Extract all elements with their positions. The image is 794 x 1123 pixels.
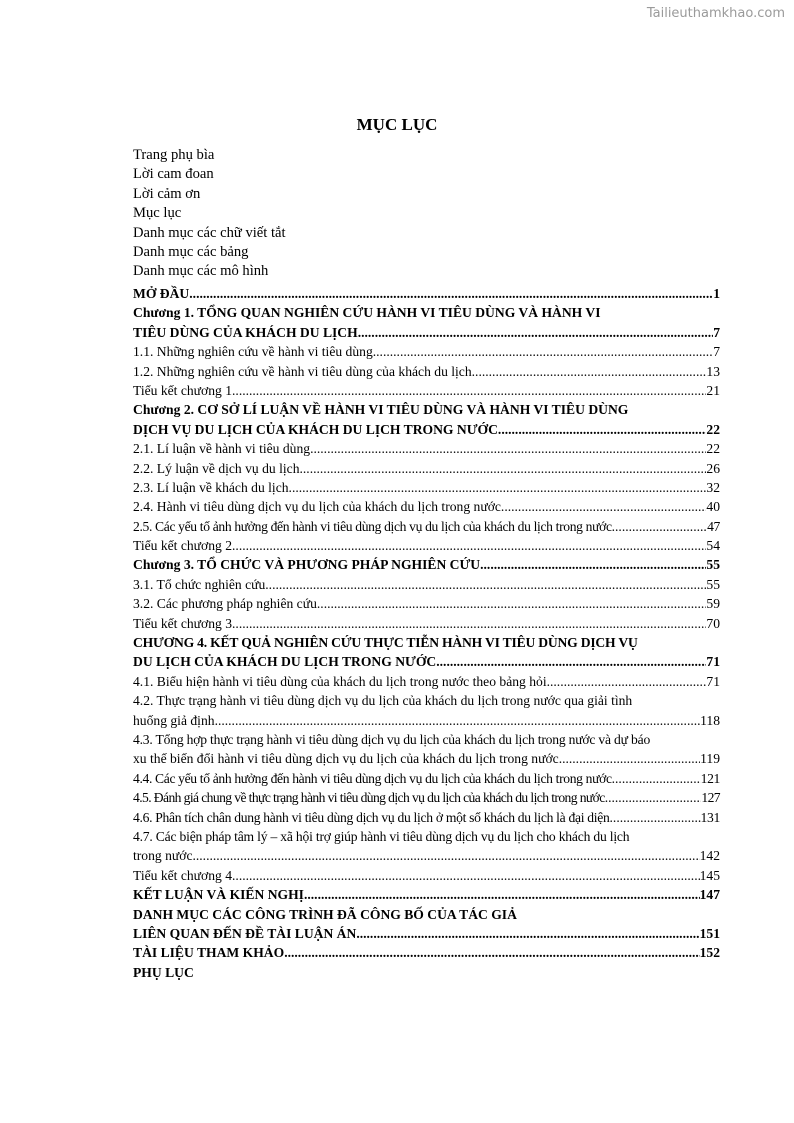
toc-leader bbox=[373, 342, 713, 361]
toc-leader bbox=[232, 381, 706, 400]
toc-leader bbox=[356, 924, 699, 943]
toc-entry-title: 1.1. Những nghiên cứu về hành vi tiêu dùng bbox=[133, 344, 373, 360]
toc-leader bbox=[612, 517, 707, 536]
toc-entry-title: 2.5. Các yếu tố ảnh hưởng đến hành vi tiêu dùng dịch vụ du lịch của khách du lịch trong nước bbox=[133, 518, 612, 534]
toc-section-4-5 bbox=[133, 788, 720, 807]
toc-section-4-1 bbox=[133, 672, 720, 691]
table-of-contents bbox=[133, 284, 720, 982]
toc-leader bbox=[232, 536, 706, 555]
toc-section-3-2 bbox=[133, 594, 720, 613]
toc-entry-title: MỞ ĐẦU bbox=[133, 286, 190, 301]
toc-leader bbox=[192, 846, 699, 865]
toc-entry-title: KẾT LUẬN VÀ KIẾN NGHỊ bbox=[133, 887, 304, 903]
toc-page-number: 119 bbox=[700, 751, 720, 767]
toc-leader bbox=[610, 808, 701, 827]
toc-page-number: 147 bbox=[699, 887, 720, 903]
toc-page-number: 21 bbox=[706, 382, 720, 398]
toc-page-number: 55 bbox=[706, 576, 720, 592]
toc-page-number: 55 bbox=[706, 557, 720, 573]
toc-page-number: 131 bbox=[700, 809, 720, 825]
toc-section-4-7-line1: 4.7. Các biện pháp tâm lý – xã hội trợ giúp hành vi tiêu dùng dịch vụ du lịch cho khách du lịch bbox=[133, 828, 630, 844]
toc-chapter-2-line1: Chương 2. CƠ SỞ LÍ LUẬN VỀ HÀNH VI TIÊU DÙNG VÀ HÀNH VI TIÊU DÙNG bbox=[133, 402, 629, 418]
toc-chapter-2 bbox=[133, 420, 720, 439]
toc-page-number: 32 bbox=[706, 479, 720, 495]
toc-leader bbox=[310, 439, 706, 458]
toc-chapter-4 bbox=[133, 652, 720, 671]
toc-entry-title: DU LỊCH CỦA KHÁCH DU LỊCH TRONG NƯỚC bbox=[133, 654, 437, 670]
toc-entry-title: LIÊN QUAN ĐẾN ĐỀ TÀI LUẬN ÁN bbox=[133, 925, 357, 941]
toc-page-number: 121 bbox=[700, 770, 720, 786]
toc-leader bbox=[358, 323, 714, 342]
toc-entry-title: TÀI LIỆU THAM KHẢO bbox=[133, 945, 285, 961]
toc-section-2-1 bbox=[133, 439, 720, 458]
toc-leader bbox=[300, 459, 707, 478]
toc-leader bbox=[317, 594, 707, 613]
toc-section-4-3-line1: 4.3. Tổng hợp thực trạng hành vi tiêu dùng dịch vụ du lịch của khách du lịch trong nước và dự báo bbox=[133, 731, 651, 747]
toc-entry-title: 4.1. Biểu hiện hành vi tiêu dùng của khách du lịch trong nước theo bảng hỏi bbox=[133, 673, 547, 689]
toc-page-number: 40 bbox=[706, 499, 720, 515]
toc-leader bbox=[284, 943, 699, 962]
toc-section-2-5 bbox=[133, 517, 720, 536]
toc-leader bbox=[605, 788, 702, 807]
toc-page-number: 145 bbox=[699, 867, 720, 883]
toc-references bbox=[133, 943, 720, 962]
toc-leader bbox=[232, 614, 706, 633]
front-matter-list bbox=[133, 146, 286, 282]
toc-page-number: 13 bbox=[706, 363, 720, 379]
toc-section-4-4 bbox=[133, 769, 720, 788]
toc-leader bbox=[436, 652, 706, 671]
toc-entry-title: 3.1. Tổ chức nghiên cứu bbox=[133, 576, 266, 592]
toc-entry-title: trong nước bbox=[133, 848, 193, 864]
toc-section-2-2 bbox=[133, 459, 720, 478]
toc-leader bbox=[498, 420, 706, 439]
toc-summary-ch2 bbox=[133, 536, 720, 555]
toc-entry-title: 3.2. Các phương pháp nghiên cứu bbox=[133, 596, 317, 612]
toc-leader bbox=[480, 555, 706, 574]
toc-entry-title: Tiểu kết chương 4 bbox=[133, 867, 233, 883]
toc-leader bbox=[304, 885, 700, 904]
page-title: MỤC LỤC bbox=[356, 115, 438, 134]
toc-page-number: 54 bbox=[706, 538, 720, 554]
toc-entry-title: Chương 3. TỔ CHỨC VÀ PHƯƠNG PHÁP NGHIÊN CỨU bbox=[133, 557, 481, 573]
toc-entry-title: DỊCH VỤ DU LỊCH CỦA KHÁCH DU LỊCH TRONG NƯỚC bbox=[133, 421, 498, 437]
toc-publications-line1: DANH MỤC CÁC CÔNG TRÌNH ĐÃ CÔNG BỐ CỦA TÁC GIẢ bbox=[133, 906, 517, 922]
toc-section-4-3 bbox=[133, 749, 720, 768]
front-matter-item: Danh mục các mô hình bbox=[133, 263, 269, 280]
toc-leader bbox=[189, 284, 713, 303]
toc-leader bbox=[215, 711, 701, 730]
toc-section-4-2 bbox=[133, 711, 720, 730]
front-matter-item: Danh mục các bảng bbox=[133, 243, 249, 260]
toc-summary-ch4 bbox=[133, 866, 720, 885]
toc-page-number: 47 bbox=[707, 518, 720, 534]
toc-page-number: 142 bbox=[699, 848, 720, 864]
toc-entry-title: Tiểu kết chương 1 bbox=[133, 382, 233, 398]
toc-chapter-1 bbox=[133, 323, 720, 342]
toc-leader bbox=[547, 672, 707, 691]
toc-leader bbox=[612, 769, 701, 788]
toc-summary-ch1 bbox=[133, 381, 720, 400]
toc-appendix: PHỤ LỤC bbox=[133, 964, 194, 980]
toc-leader bbox=[265, 575, 706, 594]
toc-page-number: 152 bbox=[699, 945, 720, 961]
toc-entry-title: 4.4. Các yếu tố ảnh hưởng đến hành vi tiêu dùng dịch vụ du lịch của khách du lịch trong nước bbox=[133, 770, 612, 786]
toc-section-1-1 bbox=[133, 342, 720, 361]
toc-leader bbox=[559, 749, 700, 768]
toc-section-4-2-line1: 4.2. Thực trạng hành vi tiêu dùng dịch vụ du lịch của khách du lịch trong nước qua giải tình bbox=[133, 693, 633, 709]
toc-page-number: 7 bbox=[713, 344, 720, 360]
toc-page-number: 7 bbox=[713, 324, 720, 340]
toc-page-number: 22 bbox=[706, 441, 720, 457]
toc-page-number: 70 bbox=[706, 615, 720, 631]
toc-page-number: 127 bbox=[701, 790, 720, 806]
toc-section-4-6 bbox=[133, 808, 720, 827]
front-matter-item: Danh mục các chữ viết tắt bbox=[133, 224, 286, 241]
toc-chapter-3 bbox=[133, 555, 720, 574]
toc-entry-title: Tiểu kết chương 2 bbox=[133, 538, 233, 554]
toc-entry-title: 4.6. Phân tích chân dung hành vi tiêu dùng dịch vụ du lịch ở một số khách du lịch là đại diện bbox=[133, 809, 610, 825]
toc-publications bbox=[133, 924, 720, 943]
toc-page-number: 118 bbox=[700, 712, 720, 728]
front-matter-item: Lời cam đoan bbox=[133, 166, 214, 183]
front-matter-item: Lời cảm ơn bbox=[133, 185, 201, 202]
toc-entry-title: 1.2. Những nghiên cứu về hành vi tiêu dùng của khách du lịch bbox=[133, 363, 472, 379]
front-matter-item: Mục lục bbox=[133, 205, 182, 222]
toc-entry-title: huống giả định bbox=[133, 712, 215, 728]
toc-section-2-3 bbox=[133, 478, 720, 497]
toc-page-number: 59 bbox=[706, 596, 720, 612]
toc-leader bbox=[472, 362, 707, 381]
toc-leader bbox=[501, 497, 706, 516]
toc-page-number: 151 bbox=[699, 925, 720, 941]
toc-chapter-4-line1: CHƯƠNG 4. KẾT QUẢ NGHIÊN CỨU THỰC TIỄN HÀNH VI TIÊU DÙNG DỊCH VỤ bbox=[133, 635, 638, 651]
toc-page-number: 71 bbox=[706, 654, 720, 670]
toc-entry-mo-dau bbox=[133, 284, 720, 303]
toc-leader bbox=[232, 866, 700, 885]
toc-section-3-1 bbox=[133, 575, 720, 594]
toc-entry-title: Tiểu kết chương 3 bbox=[133, 615, 233, 631]
toc-entry-title: TIÊU DÙNG CỦA KHÁCH DU LỊCH bbox=[133, 324, 358, 340]
toc-entry-title: 2.4. Hành vi tiêu dùng dịch vụ du lịch của khách du lịch trong nước bbox=[133, 499, 501, 515]
toc-entry-title: 2.1. Lí luận về hành vi tiêu dùng bbox=[133, 441, 311, 457]
toc-page-number: 26 bbox=[706, 460, 720, 476]
toc-page-number: 71 bbox=[706, 673, 720, 689]
toc-summary-ch3 bbox=[133, 614, 720, 633]
watermark: Tailieuthamkhao.com bbox=[646, 6, 785, 21]
toc-entry-title: 4.5. Đánh giá chung về thực trạng hành vi tiêu dùng dịch vụ du lịch của khách du lịch trong nước bbox=[133, 790, 605, 806]
front-matter-item: Trang phụ bìa bbox=[133, 147, 215, 163]
toc-entry-title: 2.2. Lý luận về dịch vụ du lịch bbox=[133, 460, 300, 476]
toc-section-2-4 bbox=[133, 497, 720, 516]
toc-chapter-1-line1: Chương 1. TỔNG QUAN NGHIÊN CỨU HÀNH VI TIÊU DÙNG VÀ HÀNH VI bbox=[133, 305, 601, 321]
toc-page-number: 1 bbox=[713, 286, 720, 301]
toc-page-number: 22 bbox=[706, 421, 720, 437]
toc-entry-title: xu thế biến đổi hành vi tiêu dùng dịch vụ du lịch của khách du lịch trong nước bbox=[133, 751, 559, 767]
toc-conclusion bbox=[133, 885, 720, 904]
toc-entry-title: 2.3. Lí luận về khách du lịch bbox=[133, 479, 289, 495]
toc-leader bbox=[289, 478, 707, 497]
toc-section-1-2 bbox=[133, 362, 720, 381]
toc-section-4-7 bbox=[133, 846, 720, 865]
